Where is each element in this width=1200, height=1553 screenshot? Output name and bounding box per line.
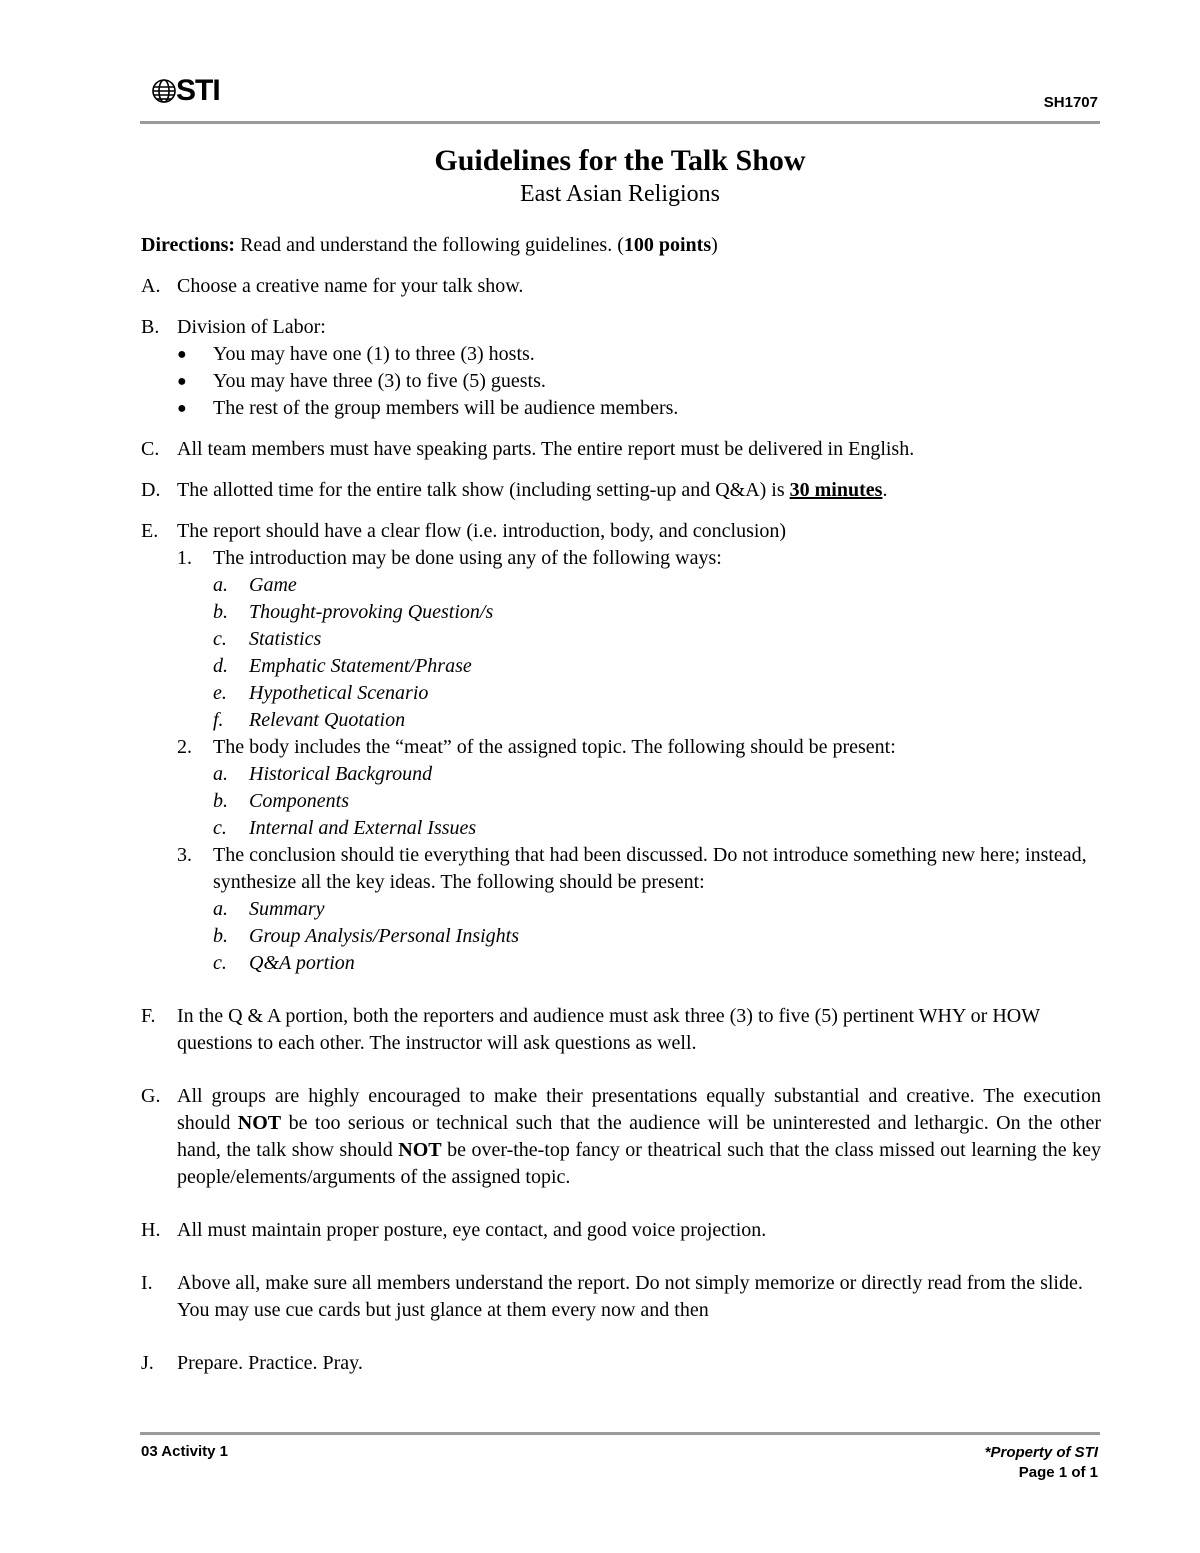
alpha-label: a. <box>213 898 228 920</box>
list-item <box>213 896 1101 923</box>
item-label: C. <box>141 438 160 460</box>
alpha-label: c. <box>213 628 227 650</box>
not-emphasis: NOT <box>237 1112 282 1134</box>
list-item <box>213 680 1101 707</box>
guideline-c <box>141 436 1101 463</box>
alpha-text: Historical Background <box>249 763 433 785</box>
alpha-label: a. <box>213 763 228 785</box>
alpha-text: Summary <box>249 898 325 920</box>
item-label: J. <box>141 1352 154 1374</box>
sti-logo <box>150 76 220 106</box>
guideline-a <box>141 273 1101 300</box>
item-text: Choose a creative name for your talk show. <box>177 275 524 297</box>
bullet-text: You may have three (3) to five (5) guests. <box>213 370 546 392</box>
item-text-part: The allotted time for the entire talk show (including setting-up and Q&A) is <box>177 479 790 501</box>
list-item <box>213 923 1101 950</box>
alpha-text: Relevant Quotation <box>249 709 406 731</box>
alpha-label: b. <box>213 790 228 812</box>
bullet-icon: ● <box>177 373 187 390</box>
guideline-d <box>141 477 1101 504</box>
list-item <box>213 626 1101 653</box>
item-text: All must maintain proper posture, eye contact, and good voice projection. <box>177 1219 767 1241</box>
list-item <box>177 368 1101 395</box>
guideline-f <box>141 1003 1101 1057</box>
list-item <box>177 395 1101 422</box>
alpha-text: Statistics <box>249 628 322 650</box>
alpha-label: d. <box>213 655 228 677</box>
bullet-list <box>177 341 1101 422</box>
list-item <box>213 707 1101 734</box>
sub-item-body <box>177 734 1101 842</box>
alpha-label: e. <box>213 682 227 704</box>
item-label: D. <box>141 479 161 501</box>
sub-text: The body includes the “meat” of the assigned topic. The following should be present: <box>213 736 896 758</box>
page-title: Guidelines for the Talk Show <box>434 144 806 177</box>
footer-activity: 03 Activity 1 <box>141 1443 228 1460</box>
item-label: A. <box>141 275 161 297</box>
alpha-label: b. <box>213 925 228 947</box>
bullet-text: The rest of the group members will be audience members. <box>213 397 679 419</box>
directions-close: ) <box>711 234 718 256</box>
guideline-j <box>141 1350 1101 1377</box>
guidelines-body <box>141 232 1101 1391</box>
list-item <box>213 950 1101 977</box>
item-label: F. <box>141 1005 156 1027</box>
list-item <box>177 341 1101 368</box>
sub-number: 3. <box>177 844 192 866</box>
item-label: I. <box>141 1272 153 1294</box>
item-text <box>177 477 1101 504</box>
page-number: Page 1 of 1 <box>1018 1464 1098 1481</box>
item-label: B. <box>141 316 160 338</box>
alpha-text: Group Analysis/Personal Insights <box>249 925 520 947</box>
item-text: Division of Labor: <box>177 316 326 338</box>
not-emphasis: NOT <box>398 1139 442 1161</box>
alpha-text: Internal and External Issues <box>249 817 477 839</box>
bullet-icon: ● <box>177 400 187 417</box>
guideline-i <box>141 1270 1101 1324</box>
item-text-end: . <box>882 479 888 501</box>
alpha-text: Game <box>249 574 297 596</box>
alpha-label: c. <box>213 817 227 839</box>
sub-text: The introduction may be done using any of the following ways: <box>213 547 722 569</box>
item-text-part: All groups are highly encouraged to make their presentations equally substantial and creative. The execution should <box>177 1085 1101 1134</box>
sub-item-introduction <box>177 545 1101 734</box>
item-text: The report should have a clear flow (i.e. introduction, body, and conclusion) <box>177 520 787 542</box>
sub-text: The conclusion should tie everything that had been discussed. Do not introduce something new here; instead, synthesize all the key ideas. The following should be present: <box>213 844 1087 893</box>
alpha-text: Q&A portion <box>249 952 355 974</box>
alpha-label: b. <box>213 601 228 623</box>
guideline-b <box>141 314 1101 422</box>
directions <box>141 232 1101 259</box>
alpha-text: Components <box>249 790 349 812</box>
footer-property: *Property of STI <box>984 1444 1098 1461</box>
item-text: Prepare. Practice. Pray. <box>177 1352 363 1374</box>
sub-number: 1. <box>177 547 192 569</box>
item-text <box>177 1083 1101 1191</box>
alpha-text: Hypothetical Scenario <box>249 682 429 704</box>
list-item <box>213 788 1101 815</box>
time-emphasis: 30 minutes <box>789 479 883 501</box>
footer-divider <box>140 1432 1100 1435</box>
alpha-label: a. <box>213 574 228 596</box>
list-item <box>213 653 1101 680</box>
item-label: E. <box>141 520 159 542</box>
guideline-g <box>141 1083 1101 1191</box>
item-text-part: be too serious or technical such that the audience will be uninterested and lethargic. On the other hand, the talk show should <box>177 1112 1102 1161</box>
sub-number: 2. <box>177 736 192 758</box>
item-text: All team members must have speaking parts. The entire report must be delivered in English. <box>177 438 915 460</box>
bullet-icon: ● <box>177 346 187 363</box>
item-text: Above all, make sure all members understand the report. Do not simply memorize or directly read from the slide. You may use cue cards but just glance at them every now and then <box>177 1272 1083 1321</box>
directions-text: Read and understand the following guidelines. ( <box>235 234 624 256</box>
alpha-label: f. <box>213 709 224 731</box>
directions-points: 100 points <box>623 234 712 256</box>
item-text-part: be over-the-top fancy or theatrical such that the class missed out learning the key people/elements/arguments of the assigned topic. <box>177 1139 1101 1188</box>
alpha-label: c. <box>213 952 227 974</box>
logo-text: STI <box>176 74 220 107</box>
list-item <box>213 572 1101 599</box>
item-text: In the Q & A portion, both the reporters and audience must ask three (3) to five (5) pertinent WHY or HOW questions to each other. The instructor will ask questions as well. <box>177 1005 1040 1054</box>
footer-right <box>985 1443 1098 1483</box>
header-divider <box>140 121 1100 124</box>
directions-label: Directions: <box>141 234 236 256</box>
alpha-text: Emphatic Statement/Phrase <box>249 655 472 677</box>
alpha-text: Thought-provoking Question/s <box>249 601 494 623</box>
page-subtitle: East Asian Religions <box>520 181 720 207</box>
item-label: G. <box>141 1085 161 1107</box>
item-label: H. <box>141 1219 161 1241</box>
guideline-h <box>141 1217 1101 1244</box>
sub-item-conclusion <box>177 842 1101 977</box>
guideline-e <box>141 518 1101 977</box>
list-item <box>213 599 1101 626</box>
list-item <box>213 761 1101 788</box>
document-code: SH1707 <box>1043 94 1098 111</box>
list-item <box>213 815 1101 842</box>
bullet-text: You may have one (1) to three (3) hosts. <box>213 343 535 365</box>
